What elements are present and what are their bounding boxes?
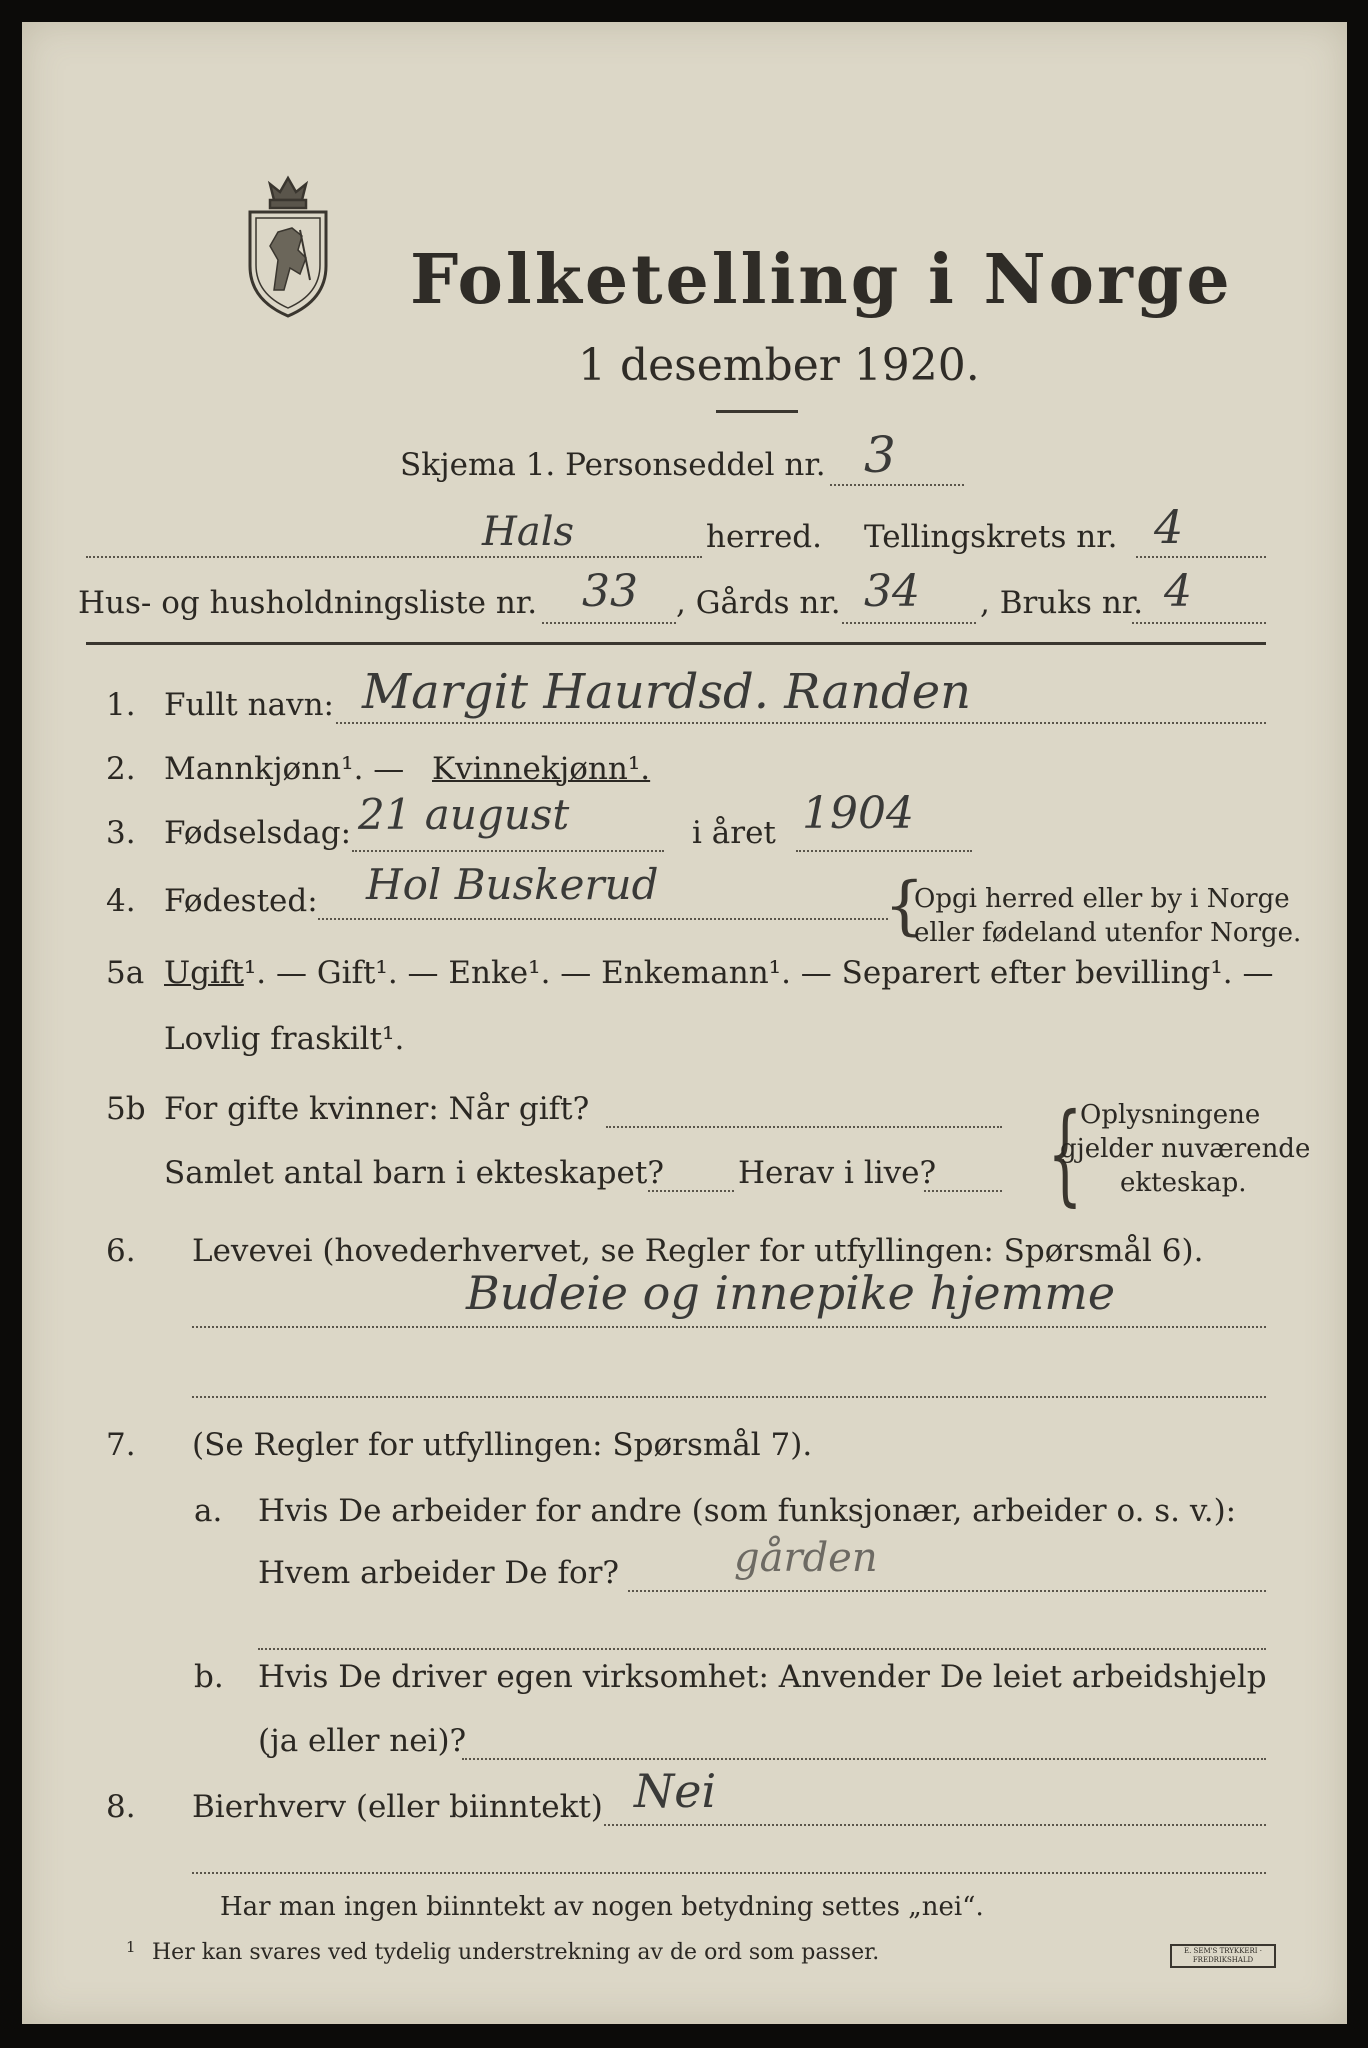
birth-year-value[interactable]: 1904 (802, 788, 914, 839)
tellingskrets-label: Tellingskrets nr. (864, 519, 1118, 555)
q5b-note-line1: Oplysningene (1080, 1100, 1261, 1130)
census-form-sheet (22, 22, 1347, 2024)
title-divider (716, 410, 798, 413)
q4-brace: { (884, 869, 925, 943)
occupation-value[interactable]: Budeie og innepike hjemme (466, 1266, 1116, 1320)
personseddel-nr-value[interactable]: 3 (864, 426, 896, 484)
q5b-brace: { (1047, 1089, 1083, 1217)
q3-day-line (352, 850, 664, 852)
q7b-line[interactable] (462, 1758, 1266, 1760)
q5b-line1: For gifte kvinner: Når gift? (164, 1091, 590, 1127)
q7-number: 7. (106, 1427, 136, 1463)
q5a-options (164, 955, 1274, 991)
printer-stamp: E. SEM'S TRYKKERI · FREDRIKSHALD (1170, 1944, 1276, 1968)
q4-note-line2: eller fødeland utenfor Norge. (914, 918, 1302, 948)
q4-note-line1: Opgi herred eller by i Norge (914, 884, 1290, 914)
employer-value[interactable]: gården (734, 1535, 878, 1581)
tellingskrets-line (1136, 556, 1266, 558)
q2-kvinne-option[interactable]: Kvinnekjønn¹. (432, 751, 651, 787)
q5b-alive-line[interactable] (924, 1190, 1002, 1192)
footnote-mark: 1 (126, 1938, 136, 1956)
q5a-other-options[interactable]: ¹. — Gift¹. — Enke¹. — Enkemann¹. — Separert efter bevilling¹. — (243, 955, 1274, 991)
q8-line (604, 1824, 1266, 1826)
q1-line (336, 722, 1266, 724)
q8-label: Bierhverv (eller biinntekt) (192, 1789, 603, 1825)
birth-date-value[interactable]: 21 august (358, 790, 570, 839)
hus-nr-value[interactable]: 33 (582, 566, 638, 617)
tellingskrets-nr-value[interactable]: 4 (1154, 500, 1184, 554)
personseddel-line (830, 484, 964, 486)
hus-line (542, 622, 676, 624)
q5b-note-line3: ekteskap. (1120, 1168, 1247, 1198)
side-income-value[interactable]: Nei (634, 1764, 717, 1818)
q3-year-label: i året (692, 815, 776, 851)
q7a-line1: Hvis De arbeider for andre (som funksjonær, arbeider o. s. v.): (258, 1493, 1237, 1529)
q5b-children-label: Samlet antal barn i ekteskapet? (164, 1155, 664, 1191)
q7a-line-extra (258, 1648, 1266, 1650)
q5a-ugift-option[interactable]: Ugift (164, 955, 244, 991)
header-rule (86, 642, 1266, 645)
q5b-when-married-line[interactable] (606, 1126, 1002, 1128)
herred-label: herred. (706, 519, 822, 555)
q5a-number: 5a (106, 955, 145, 991)
q3-label: Fødselsdag: (164, 815, 352, 851)
q4-number: 4. (106, 883, 136, 919)
q7-label: (Se Regler for utfyllingen: Spørsmål 7). (192, 1427, 813, 1463)
q4-line (318, 918, 888, 920)
q3-year-line (796, 850, 972, 852)
q6-label: Levevei (hovederhvervet, se Regler for utfyllingen: Spørsmål 6). (192, 1233, 1204, 1269)
q8-line2 (192, 1872, 1266, 1874)
q2-number: 2. (106, 751, 136, 787)
q7b-line2: (ja eller nei)? (258, 1723, 467, 1759)
gards-label: , Gårds nr. (676, 585, 841, 621)
q3-number: 3. (106, 815, 136, 851)
q5a-lovlig-fraskilt[interactable]: Lovlig fraskilt¹. (164, 1021, 405, 1057)
skjema-label: Skjema 1. Personseddel nr. (400, 447, 826, 483)
bruks-label: , Bruks nr. (980, 585, 1144, 621)
birthplace-value[interactable]: Hol Buskerud (366, 860, 659, 909)
gards-nr-value[interactable]: 34 (864, 566, 920, 617)
form-date: 1 desember 1920. (578, 340, 980, 391)
bruks-nr-value[interactable]: 4 (1164, 566, 1192, 617)
q5b-children-line[interactable] (648, 1190, 734, 1192)
herred-line (86, 556, 702, 558)
q2-mann-option[interactable]: Mannkjønn¹. — (164, 751, 405, 787)
q1-label: Fullt navn: (164, 687, 334, 723)
q7a-line2: Hvem arbeider De for? (258, 1555, 620, 1591)
full-name-value[interactable]: Margit Haurdsd. Randen (362, 664, 972, 720)
footer-note: Har man ingen biinntekt av nogen betydning settes „nei“. (220, 1892, 984, 1922)
bruks-line (1132, 622, 1266, 624)
q6-number: 6. (106, 1233, 136, 1269)
q5b-note-line2: gjelder nuværende (1060, 1134, 1311, 1164)
q7a-line (628, 1590, 1266, 1592)
q5b-number: 5b (106, 1091, 146, 1127)
form-title: Folketelling i Norge (410, 240, 1233, 320)
gards-line (842, 622, 976, 624)
herred-value[interactable]: Hals (482, 509, 575, 555)
footnote-text: Her kan svares ved tydelig understrekning av de ord som passer. (152, 1940, 880, 1965)
q6-line1 (192, 1326, 1266, 1328)
q1-number: 1. (106, 687, 136, 723)
q7b-line1: Hvis De driver egen virksomhet: Anvender De leiet arbeidshjelp (258, 1659, 1267, 1695)
q5b-alive-label: Herav i live? (738, 1155, 937, 1191)
q8-number: 8. (106, 1789, 136, 1825)
q6-line2 (192, 1396, 1266, 1398)
q4-label: Fødested: (164, 883, 318, 919)
q7b-letter: b. (194, 1659, 224, 1695)
q7a-letter: a. (194, 1493, 223, 1529)
hus-label: Hus- og husholdningsliste nr. (78, 585, 538, 621)
norway-coat-of-arms-icon (240, 170, 336, 320)
